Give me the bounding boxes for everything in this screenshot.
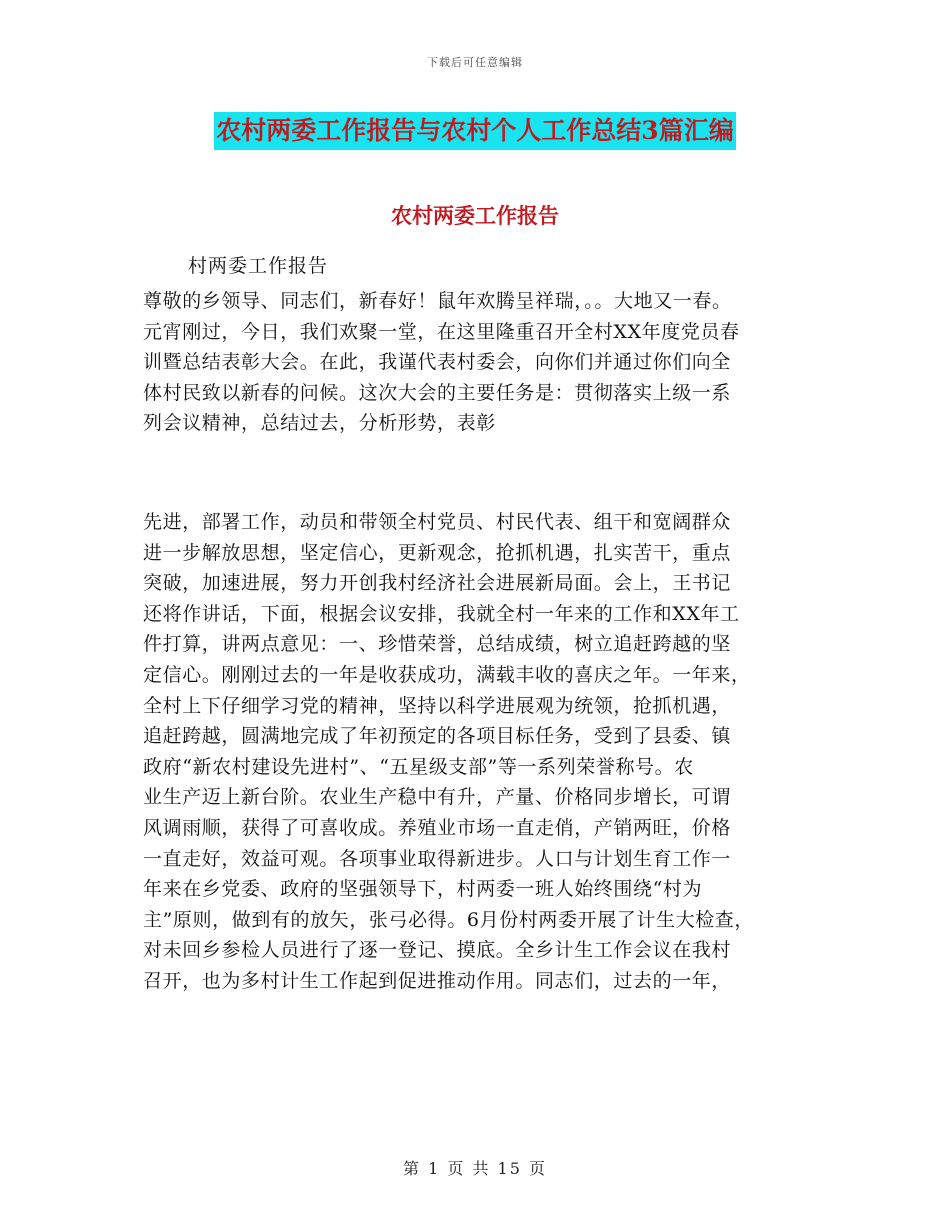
paragraph-line: 风调雨顺，获得了可喜收成。养殖业市场一直走俏，产销两旺，价格 [143,816,732,839]
paragraph-line: 还将作讲话，下面，根据会议安排，我就全村一年来的工作和XX年工 [143,602,740,625]
sub-heading: 村两委工作报告 [188,255,329,277]
paragraph-line: 定信心。刚刚过去的一年是收获成功，满载丰收的喜庆之年。一年来， [143,663,751,686]
paragraph-line: 追赶跨越，圆满地完成了年初预定的各项目标任务，受到了县委、镇 [143,725,732,748]
header-note: 下载后可任意编辑 [427,56,523,69]
paragraph-line: 突破，加速进展，努力开创我村经济社会进展新局面。会上，王书记 [143,572,732,595]
paragraph-line: 对未回乡参检人员进行了逐一登记、摸底。全乡计生工作会议在我村 [143,939,732,962]
paragraph-line: 训暨总结表彰大会。在此，我谨代表村委会，向你们并通过你们向全 [143,351,732,374]
paragraph-line: 件打算，讲两点意见：一、珍惜荣誉，总结成绩，树立追赶跨越的坚 [143,633,732,656]
section-title: 农村两委工作报告 [391,203,559,228]
paragraph-line: 业生产迈上新台阶。农业生产稳中有升，产量、价格同步增长，可谓 [143,786,732,809]
paragraph-2 [143,507,833,997]
paragraph-line: 列会议精神，总结过去，分析形势，表彰 [143,412,496,435]
paragraph-line: 召开，也为多村计生工作起到促进推动作用。同志们，过去的一年， [143,969,732,992]
paragraph-line: 全村上下仔细学习党的精神，坚持以科学进展观为统领，抢抓机遇， [143,694,732,717]
document-title-wrap [0,112,950,150]
document-title: 农村两委工作报告与农村个人工作总结3篇汇编 [214,112,735,150]
page-number-footer: 第 1 页 共 15 页 [403,1159,547,1178]
paragraph-line: 一直走好，效益可观。各项事业取得新进步。人口与计划生育工作一 [143,847,732,870]
paragraph-line: 政府“新农村建设先进村”、“五星级支部”等一系列荣誉称号。农 [143,755,694,778]
paragraph-line: 年来在乡党委、政府的坚强领导下，村两委一班人始终围绕“村为 [143,878,703,901]
paragraph-line: 尊敬的乡领导、同志们，新春好！鼠年欢腾呈祥瑞，。。大地又一春。 [143,290,732,312]
paragraph-line: 主”原则，做到有的放矢，张弓必得。6月份村两委开展了计生大检查， [143,908,755,931]
paragraph-line: 体村民致以新春的问候。这次大会的主要任务是：贯彻落实上级一系 [143,381,732,404]
paragraph-line: 先进，部署工作，动员和带领全村党员、村民代表、组干和宽阔群众 [143,511,732,533]
paragraph-line: 元宵刚过，今日，我们欢聚一堂，在这里隆重召开全村XX年度党员春 [143,320,740,343]
paragraph-line: 进一步解放思想，坚定信心，更新观念，抢抓机遇，扎实苦干，重点 [143,541,732,564]
paragraph-1 [143,255,833,439]
